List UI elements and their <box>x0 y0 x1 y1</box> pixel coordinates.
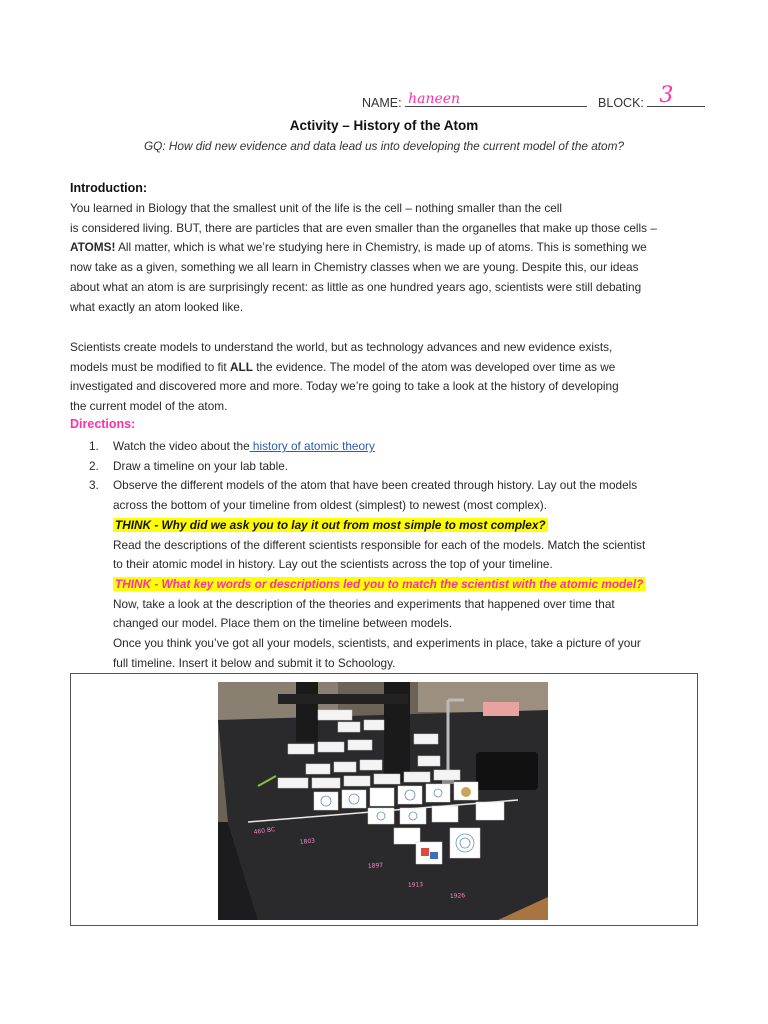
student-header <box>362 83 705 110</box>
guiding-question: GQ: How did new evidence and data lead us into developing the current model of the atom? <box>143 139 625 153</box>
introduction-heading: Introduction: <box>70 181 148 195</box>
block-handwriting: 3 <box>659 83 674 108</box>
item-text-continued: to their atomic model in history. Lay out the scientists across the top of your timeline. <box>113 557 553 572</box>
paragraph-line: what exactly an atom looked like. <box>70 299 244 314</box>
name-handwriting: haneen <box>408 91 461 107</box>
item-text-continued: changed our model. Place them on the timeline between models. <box>113 616 453 631</box>
submission-photo-box <box>70 673 698 926</box>
block-field[interactable] <box>647 83 705 108</box>
item-text-continued: across the bottom of your timeline from oldest (simplest) to newest (most complex). <box>113 498 548 513</box>
atoms-emphasis: ATOMS! <box>70 240 116 255</box>
think-question-1-line <box>89 516 699 536</box>
introduction-paragraph-1 <box>70 199 690 317</box>
direction-item-1 <box>89 437 699 457</box>
item-number: 1. <box>89 439 99 453</box>
timeline-label: 1897 <box>367 861 384 870</box>
item-text-continued: Read the descriptions of the different scientists responsible for each of the models. Match the scientist <box>113 537 646 552</box>
name-label: NAME: <box>362 96 402 110</box>
paragraph-text: All matter, which is what we’re studying here in Chemistry, is made up of atoms. This is something we <box>115 240 647 255</box>
direction-item-3 <box>89 476 699 496</box>
paragraph-line: You learned in Biology that the smallest unit of the life is the cell – nothing smaller than the cell <box>70 201 563 215</box>
paragraph-line: now take as a given, something we all learn in Chemistry classes when we are young. Despite this, our ideas <box>70 260 639 275</box>
direction-item-2 <box>89 457 699 477</box>
timeline-photo <box>218 682 548 920</box>
paragraph-text: the evidence. The model of the atom was developed over time as we <box>252 359 616 374</box>
timeline-label: 460 BC <box>253 826 276 836</box>
timeline-label: 1926 <box>449 892 466 900</box>
paragraph-line: is considered living. BUT, there are particles that are even smaller than the organelles that make up those cells – <box>70 220 657 235</box>
paragraph-line: about what an atom is are surprisingly recent: as little as one hundred years ago, scientists were still debating <box>70 279 642 294</box>
timeline-label: 1913 <box>407 881 424 889</box>
directions-heading: Directions: <box>70 417 136 431</box>
item-text-continued: full timeline. Insert it below and submit it to Schoology. <box>113 655 396 670</box>
think-question-2-line <box>89 575 699 595</box>
paragraph-line <box>70 358 690 378</box>
page-title: Activity – History of the Atom <box>289 118 479 133</box>
think-question-1: THINK - Why did we ask you to lay it out from most simple to most complex? <box>115 517 546 532</box>
paragraph-line <box>70 238 690 258</box>
item-number: 2. <box>89 458 99 473</box>
item-text-continued: Once you think you’ve got all your models, scientists, and experiments in place, take a picture of your <box>113 636 641 651</box>
introduction-paragraph-2 <box>70 338 690 417</box>
item-text-continued: Now, take a look at the description of the theories and experiments that happened over time that <box>113 596 615 611</box>
paragraph-text: models must be modified to fit <box>70 359 230 374</box>
item-text: Observe the different models of the atom that have been created through history. Lay out the models <box>113 478 638 493</box>
timeline-photo-drawing <box>218 682 548 920</box>
think-question-2: THINK - What key words or descriptions led you to match the scientist with the atomic model? <box>115 576 644 591</box>
directions-list <box>89 437 699 673</box>
paragraph-line: Scientists create models to understand the world, but as technology advances and new evidence exists, <box>70 340 613 354</box>
paragraph-line: the current model of the atom. <box>70 399 228 414</box>
item-text: Watch the video about the <box>113 439 250 453</box>
name-field[interactable] <box>405 93 587 107</box>
atomic-theory-video-link[interactable]: history of atomic theory <box>249 439 375 453</box>
timeline-label: 1803 <box>299 837 316 846</box>
item-text: Draw a timeline on your lab table. <box>113 458 289 473</box>
all-emphasis: ALL <box>229 359 253 374</box>
item-number: 3. <box>89 478 99 493</box>
block-label: BLOCK: <box>598 96 644 110</box>
paragraph-line: investigated and discovered more and more. Today we’re going to take a look at the history of developing <box>70 379 619 394</box>
